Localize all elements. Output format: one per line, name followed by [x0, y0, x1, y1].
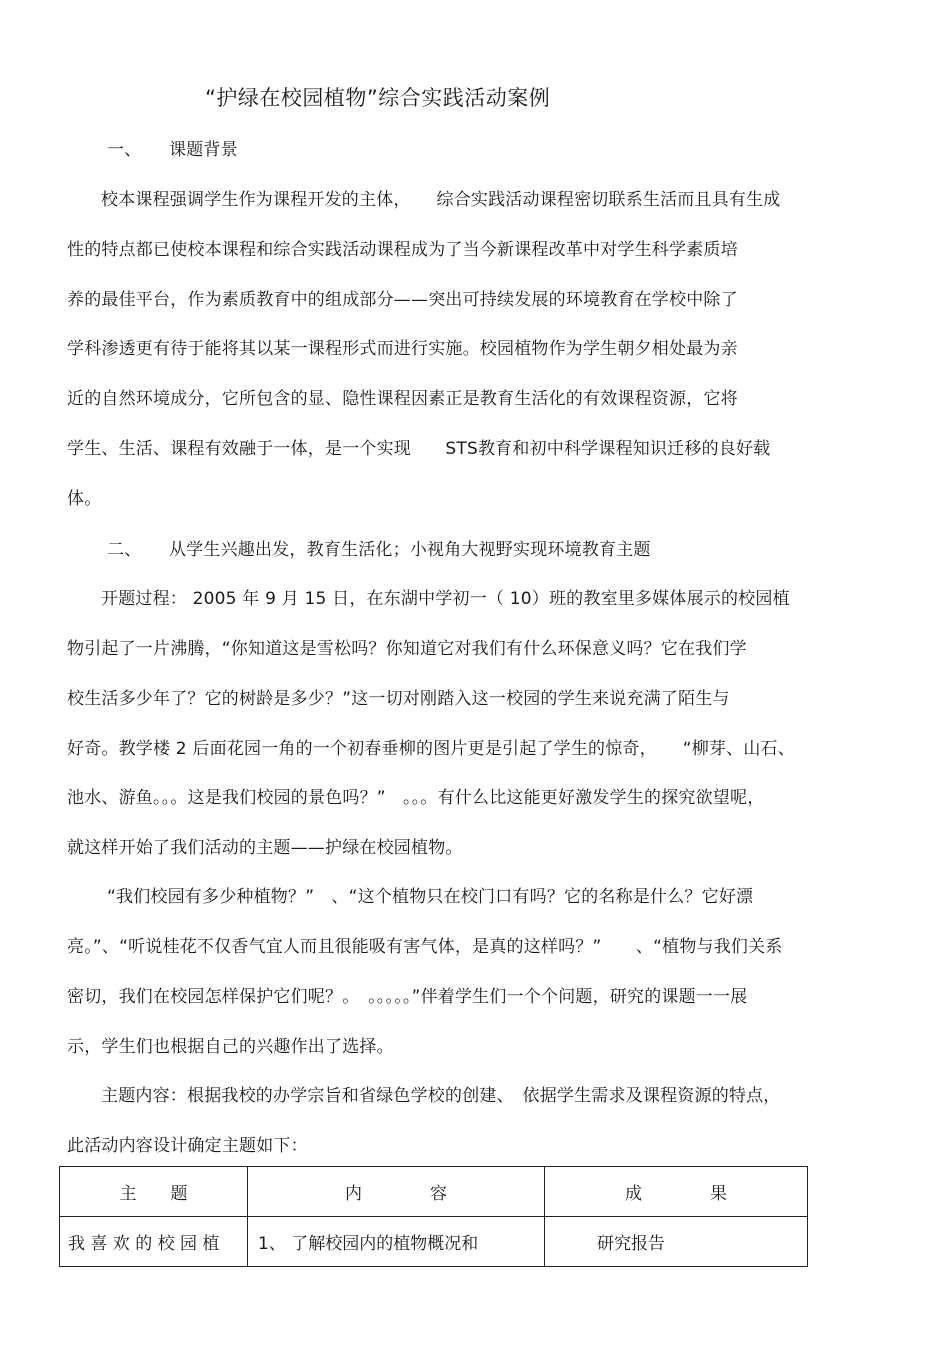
paragraph-line: 就这样开始了我们活动的主题——护绿在校园植物。 [67, 838, 463, 858]
paragraph-line: 开题过程： 2005 年 9 月 15 日，在东湖中学初一（ 10）班的教室里多媒体展示的校园植 [101, 589, 790, 609]
paragraph-line: 校本课程强调学生作为课程开发的主体， 综合实践活动课程密切联系生活而且具有生成 [101, 190, 781, 210]
paragraph-line: 学科渗透更有待于能将其以某一课程形式而进行实施。校园植物作为学生朝夕相处最为亲 [67, 339, 738, 359]
document-title: “护绿在校园植物”综合实践活动案例 [205, 86, 551, 110]
paragraph-line: “我们校园有多少种植物？” 、“这个植物只在校门口有吗？它的名称是什么？它好漂 [107, 887, 754, 907]
section-heading-2 [107, 535, 651, 560]
paragraph-line: 亮。”、“听说桂花不仅香气宜人而且很能吸有害气体，是真的这样吗？” 、“植物与我们关系 [67, 937, 783, 957]
paragraph-line: 物引起了一片沸腾，“你知道这是雪松吗？你知道它对我们有什么环保意义吗？它在我们学 [67, 639, 747, 659]
paragraph-line: 池水、游鱼。。。这是我们校园的景色吗？” 。。。有什么比这能更好激发学生的探究欲望呢， [67, 788, 765, 808]
section-number: 二、 [107, 540, 142, 560]
paragraph-line: 好奇。教学楼 2 后面花园一角的一个初春垂柳的图片更是引起了学生的惊奇， “柳芽、山石、 [67, 739, 795, 759]
paragraph-line: 密切，我们在校园怎样保护它们呢？。 。。。。。”伴着学生们一个个问题，研究的课题一一展 [67, 987, 748, 1007]
table-header-cell: 内 容 [248, 1167, 545, 1217]
table-header-row [60, 1167, 808, 1217]
section-number: 一、 [107, 140, 142, 160]
paragraph-line: 性的特点都已使校本课程和综合实践活动课程成为了当今新课程改革中对学生科学素质培 [67, 240, 738, 260]
table-header-cell: 主 题 [60, 1167, 248, 1217]
paragraph-line: 养的最佳平台，作为素质教育中的组成部分——突出可持续发展的环境教育在学校中除了 [67, 290, 738, 310]
paragraph-line: 此活动内容设计确定主题如下： [67, 1136, 308, 1156]
paragraph-line: 学生、生活、课程有效融于一体，是一个实现 STS教育和初中科学课程知识迁移的良好载 [67, 439, 771, 459]
paragraph-line: 主题内容：根据我校的办学宗旨和省绿色学校的创建、 依据学生需求及课程资源的特点， [101, 1086, 781, 1106]
paragraph-line: 近的自然环境成分，它所包含的显、隐性课程因素正是教育生活化的有效课程资源，它将 [67, 389, 738, 409]
table-header-cell: 成 果 [545, 1167, 808, 1217]
table-cell: 1、 了解校园内的植物概况和 [248, 1217, 545, 1267]
paragraph-line: 体。 [67, 489, 102, 509]
section-title: 从学生兴趣出发，教育生活化；小视角大视野实现环境教育主题 [169, 540, 651, 560]
section-heading-1 [107, 135, 238, 160]
paragraph-line: 示，学生们也根据自己的兴趣作出了选择。 [67, 1037, 394, 1057]
paragraph-line: 校生活多少年了？它的树龄是多少？”这一切对刚踏入这一校园的学生来说充满了陌生与 [67, 689, 730, 709]
table-cell: 我 喜 欢 的 校 园 植 [60, 1217, 248, 1267]
section-title: 课题背景 [169, 140, 238, 160]
topics-table [59, 1166, 808, 1267]
table-cell: 研究报告 [545, 1217, 808, 1267]
table-row [60, 1217, 808, 1267]
